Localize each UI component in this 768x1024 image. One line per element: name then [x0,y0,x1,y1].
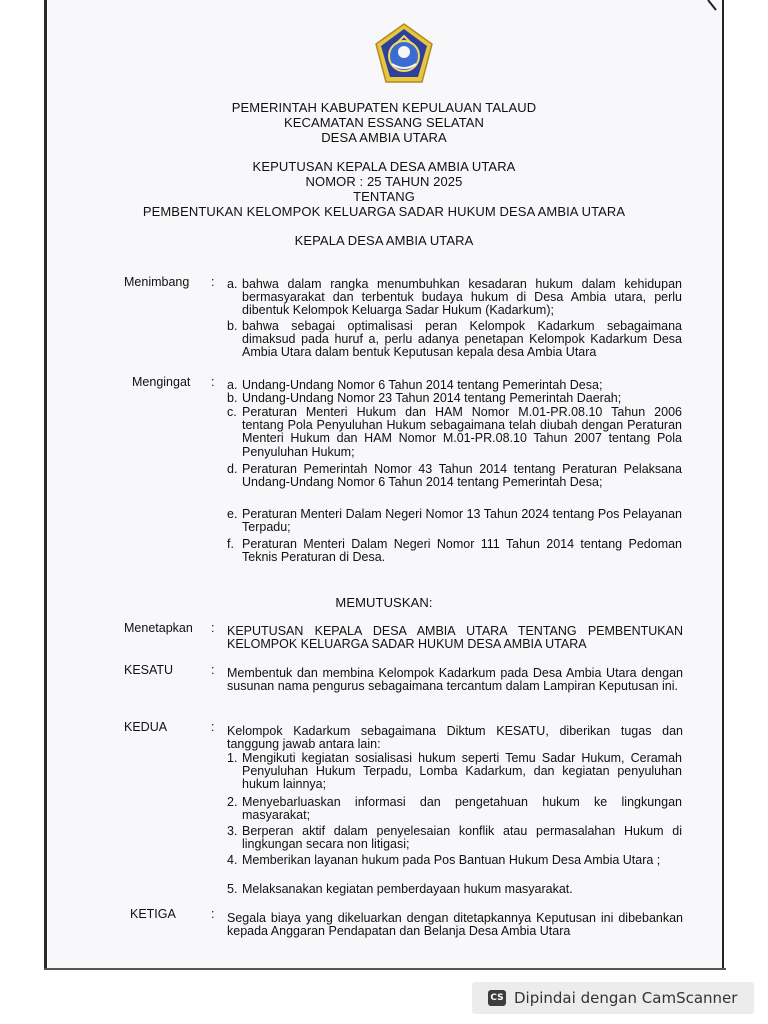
kesatu-colon: : [211,663,215,677]
mengingat-colon: : [211,375,215,389]
mengingat-item-e-rest: Pelayanan Terpadu; [242,507,682,535]
kedua-mark-5: 5. [227,882,238,896]
menimbang-item-a-rest: bermasyarakat dan terbentuk budaya hukum di Desa Ambia utara, perlu dibentuk Kelompok Keluarga Sadar Hukum (Kadarkum); [242,290,682,318]
mengingat-item-c-rest: tentang Pola Penyuluhan Hukum sebagaimana telah diubah dengan Peraturan Menteri Hukum dan HAM Nomor M.01-PR.08.10 Tahun 2007 tentang Pola Penyuluhan Hukum; [242,418,682,459]
ketiga-text: Segala biaya yang dikeluarkan dengan ditetapkannya Keputusan ini dibebankan kepada Anggaran Pendapatan dan Belanja Desa Ambia Utara [227,911,683,939]
ketiga-colon: : [211,907,215,921]
kedua-item-2: Menyebarluaskan informasi dan pengetahuan hukum ke lingkungan masyarakat; [242,795,682,823]
decree-tentang: TENTANG [353,189,415,204]
menimbang-mark-a: a. [227,277,238,291]
menimbang-mark-b: b. [227,319,238,333]
mengingat-item-a: Undang-Undang Nomor 6 Tahun 2014 tentang Pemerintah Desa; [242,378,603,392]
menetapkan-colon: : [211,621,215,635]
kesatu-text: Membentuk dan membina Kelompok Kadarkum pada Desa Ambia Utara dengan susunan nama pengurus sebagaimana tercantum dalam Lampiran Keputusan ini. [227,666,683,694]
mengingat-label: Mengingat [132,375,191,389]
corner-fold-mark [704,0,718,12]
mengingat-item-e [242,508,682,534]
kedua-colon: : [211,720,215,734]
mengingat-item-d [242,463,682,489]
mengingat-mark-d: d. [227,462,238,476]
mengingat-item-c-line1: Peraturan Menteri Hukum dan HAM Nomor M.01-PR.08.10 Tahun 2006 [242,405,682,419]
menimbang-item-b-rest: dimaksud pada huruf a, perlu adanya penetapan Kelompok Kadarkum Desa Ambia Utara dalam bentuk Keputusan kepala desa Ambia Utara [242,332,682,360]
kesatu-label: KESATU [124,663,174,677]
menimbang-label: Menimbang [124,275,190,289]
menimbang-item-a-line1: bahwa dalam rangka menumbuhkan kesadaran hukum dalam kehidupan [242,277,682,291]
mengingat-item-f-line1: Peraturan Menteri Dalam Negeri Nomor 111 Tahun 2014 tentang [242,537,623,551]
menimbang-item-b-line1: bahwa sebagai optimalisasi peran Kelompok Kadarkum sebagaimana [242,319,682,333]
memutuskan-heading: MEMUTUSKAN: [335,595,433,610]
camscanner-watermark [472,982,754,1014]
mengingat-item-e-line1: Peraturan Menteri Dalam Negeri Nomor 13 Tahun 2024 tentang Pos [242,507,620,521]
mengingat-item-f-rest: Pedoman Teknis Peraturan di Desa. [242,537,683,565]
mengingat-mark-f: f. [227,537,234,551]
kedua-item-1: Mengikuti kegiatan sosialisasi hukum seperti Temu Sadar Hukum, Ceramah Penyuluhan Hukum Terpadu, Lomba Kadarkum, dan kegiatan penyuluhan hukum lainnya; [242,751,682,792]
menimbang-item-b [242,320,682,360]
decree-issuer: KEPALA DESA AMBIA UTARA [294,233,474,248]
page-edge-left [44,0,47,970]
menimbang-item-a [242,278,682,318]
decree-subject: PEMBENTUKAN KELOMPOK KELUARGA SADAR HUKUM DESA AMBIA UTARA [142,204,626,219]
kedua-intro: Kelompok Kadarkum sebagaimana Diktum KESATU, diberikan tugas dan tanggung jawab antara lain: [227,724,683,752]
mengingat-mark-e: e. [227,507,238,521]
kedua-item-5: Melaksanakan kegiatan pemberdayaan hukum masyarakat. [242,882,573,896]
kedua-mark-1: 1. [227,751,238,765]
mengingat-item-f [242,538,682,564]
camscanner-text: Dipindai dengan CamScanner [514,989,738,1007]
menetapkan-label: Menetapkan [124,621,193,635]
regency-emblem-logo [372,22,436,88]
menimbang-colon: : [211,275,215,289]
mengingat-item-d-rest: Pelaksana Undang-Undang Nomor 6 Tahun 2014 tentang Pemerintah Desa; [242,462,682,490]
camscanner-icon: CS [488,990,506,1006]
kedua-item-4: Memberikan layanan hukum pada Pos Bantuan Hukum Desa Ambia Utara ; [242,853,661,867]
mengingat-item-c [242,406,682,459]
ketiga-label: KETIGA [130,907,176,921]
mengingat-mark-c: c. [227,405,237,419]
mengingat-item-d-line1: Peraturan Pemerintah Nomor 43 Tahun 2014 tentang Peraturan [242,462,617,476]
header-district: KECAMATAN ESSANG SELATAN [283,115,485,130]
header-village: DESA AMBIA UTARA [321,130,447,145]
mengingat-item-b: Undang-Undang Nomor 23 Tahun 2014 tentang Pemerintah Daerah; [242,391,622,405]
kedua-mark-3: 3. [227,824,238,838]
mengingat-mark-b: b. [227,391,238,405]
menetapkan-text: KEPUTUSAN KEPALA DESA AMBIA UTARA TENTANG PEMBENTUKAN KELOMPOK KELUARGA SADAR HUKUM DESA AMBIA UTARA [227,624,683,652]
header-government: PEMERINTAH KABUPATEN KEPULAUAN TALAUD [231,100,537,115]
page-edge-bottom [44,968,726,970]
decree-title: KEPUTUSAN KEPALA DESA AMBIA UTARA [252,159,516,174]
mengingat-mark-a: a. [227,378,238,392]
kedua-item-3: Berperan aktif dalam penyelesaian konflik atau permasalahan Hukum di lingkungan secara non litigasi; [242,824,682,852]
kedua-mark-4: 4. [227,853,238,867]
decree-number: NOMOR : 25 TAHUN 2025 [305,174,463,189]
kedua-label: KEDUA [124,720,168,734]
kedua-mark-2: 2. [227,795,238,809]
